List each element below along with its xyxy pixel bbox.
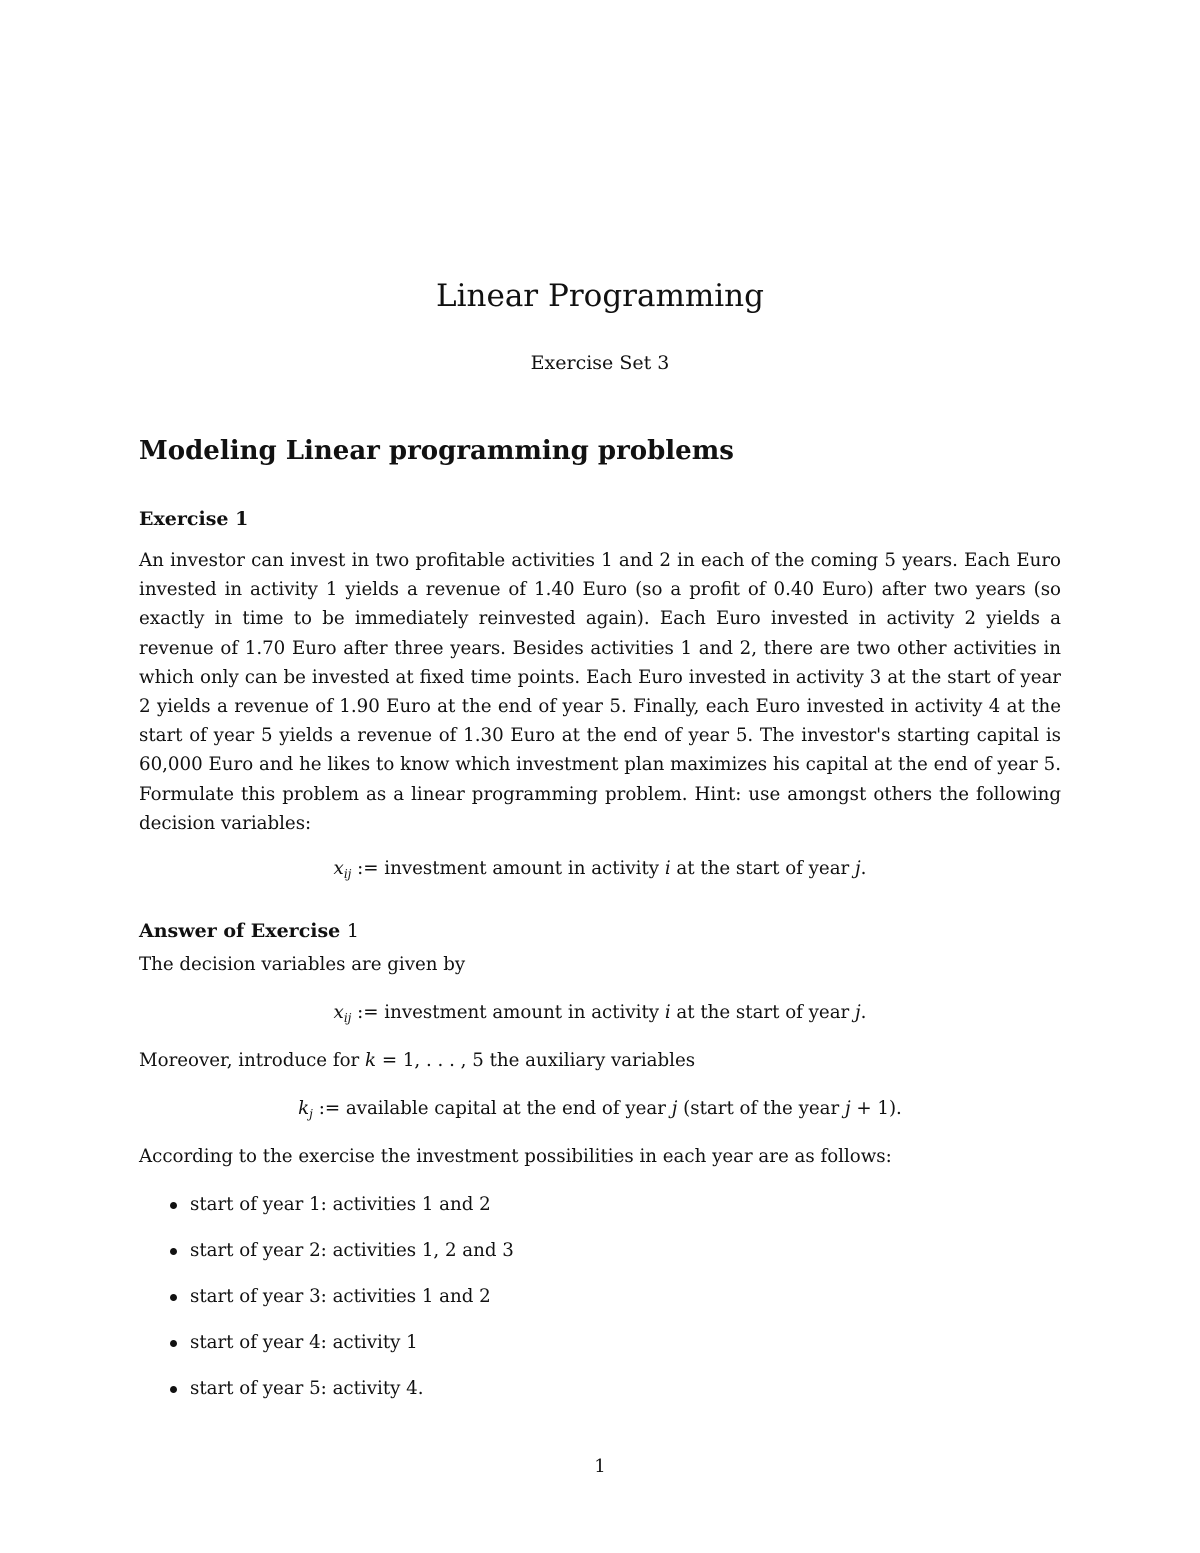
eq-mid-text: (start of the year [677, 1098, 845, 1119]
page-title: Linear Programming [436, 278, 764, 314]
page-number: 1 [594, 1456, 606, 1477]
eq-variable-subscript: j [309, 1107, 313, 1121]
list-item-text: start of year 3: activities 1 and 2 [190, 1286, 491, 1307]
answer-heading-number: 1 [346, 920, 359, 942]
moreover-prefix: Moreover, introduce for [139, 1050, 366, 1071]
section-heading: Modeling Linear programming problems [139, 436, 734, 466]
investment-possibilities-list [168, 1194, 514, 1424]
bullet-icon [170, 1202, 177, 1209]
eq-index-j: j [844, 1098, 851, 1119]
bullet-icon [170, 1386, 177, 1393]
list-item [168, 1378, 514, 1424]
eq-assign-text: := investment amount in activity [351, 1002, 665, 1023]
bullet-icon [170, 1248, 177, 1255]
answer-heading [139, 920, 359, 942]
eq-end: . [860, 858, 867, 879]
eq-end: . [860, 1002, 867, 1023]
eq-end: + 1). [850, 1098, 902, 1119]
list-item-text: start of year 1: activities 1 and 2 [190, 1194, 491, 1215]
moreover-k: k [365, 1050, 377, 1071]
list-item [168, 1194, 514, 1240]
eq-assign-text: := investment amount in activity [351, 858, 665, 879]
eq-mid-text: at the start of year [670, 858, 856, 879]
answer-decision-variable-equation [0, 1002, 1200, 1025]
eq-index-j: j [855, 1002, 861, 1023]
according-text: According to the exercise the investment possibilities in each year are as follows: [139, 1146, 892, 1167]
bullet-icon [170, 1340, 177, 1347]
eq-variable-subscript: ij [343, 1011, 352, 1025]
eq-variable: x [333, 1002, 344, 1023]
eq-index-j: j [671, 1098, 678, 1119]
eq-mid-text: at the start of year [670, 1002, 856, 1023]
list-item-text: start of year 4: activity 1 [190, 1332, 418, 1353]
moreover-text [139, 1050, 695, 1071]
moreover-suffix: the auxiliary variables [483, 1050, 696, 1071]
list-item-text: start of year 5: activity 4. [190, 1378, 424, 1399]
bullet-icon [170, 1294, 177, 1301]
exercise-heading: Exercise 1 [139, 508, 249, 530]
exercise-text: An investor can invest in two profitable activities 1 and 2 in each of the coming 5 years. Each Euro invested in activity 1 yields a revenue of 1.40 Euro (so a profit of 0.40 Euro) after two years (so exactly in time to be immediately reinvested again). Each Euro invested in activity 2 yields a revenue of 1.70 Euro after three years. Besides activities 1 and 2, there are two other activities in which only can be invested at fixed time points. Each Euro invested in activity 3 at the start of year 2 yields a revenue of 1.90 Euro at the end of year 5. Finally, each Euro invested in activity 4 at the start of year 5 yields a revenue of 1.30 Euro at the end of year 5. The investor's starting capital is 60,000 Euro and he likes to know which investment plan maximizes his capital at the end of year 5. Formulate this problem as a linear programming problem. Hint: use amongst others the following decision variables: [139, 550, 1061, 834]
list-item [168, 1240, 514, 1286]
eq-index-i: i [664, 858, 671, 879]
eq-variable-subscript: ij [343, 867, 352, 881]
exercise-decision-variable-equation [0, 858, 1200, 881]
eq-index-i: i [664, 1002, 671, 1023]
list-item [168, 1332, 514, 1378]
list-item-text: start of year 2: activities 1, 2 and 3 [190, 1240, 514, 1261]
answer-intro-text: The decision variables are given by [139, 954, 466, 975]
list-item [168, 1286, 514, 1332]
auxiliary-variable-equation [0, 1098, 1200, 1121]
eq-index-j: j [855, 858, 861, 879]
eq-variable: x [333, 858, 344, 879]
eq-variable: k [298, 1098, 310, 1119]
moreover-range: = 1, . . . , 5 [376, 1050, 484, 1071]
eq-assign-text: := available capital at the end of year [312, 1098, 672, 1119]
page-subtitle: Exercise Set 3 [530, 352, 670, 374]
answer-heading-word: Answer of Exercise [139, 920, 341, 942]
